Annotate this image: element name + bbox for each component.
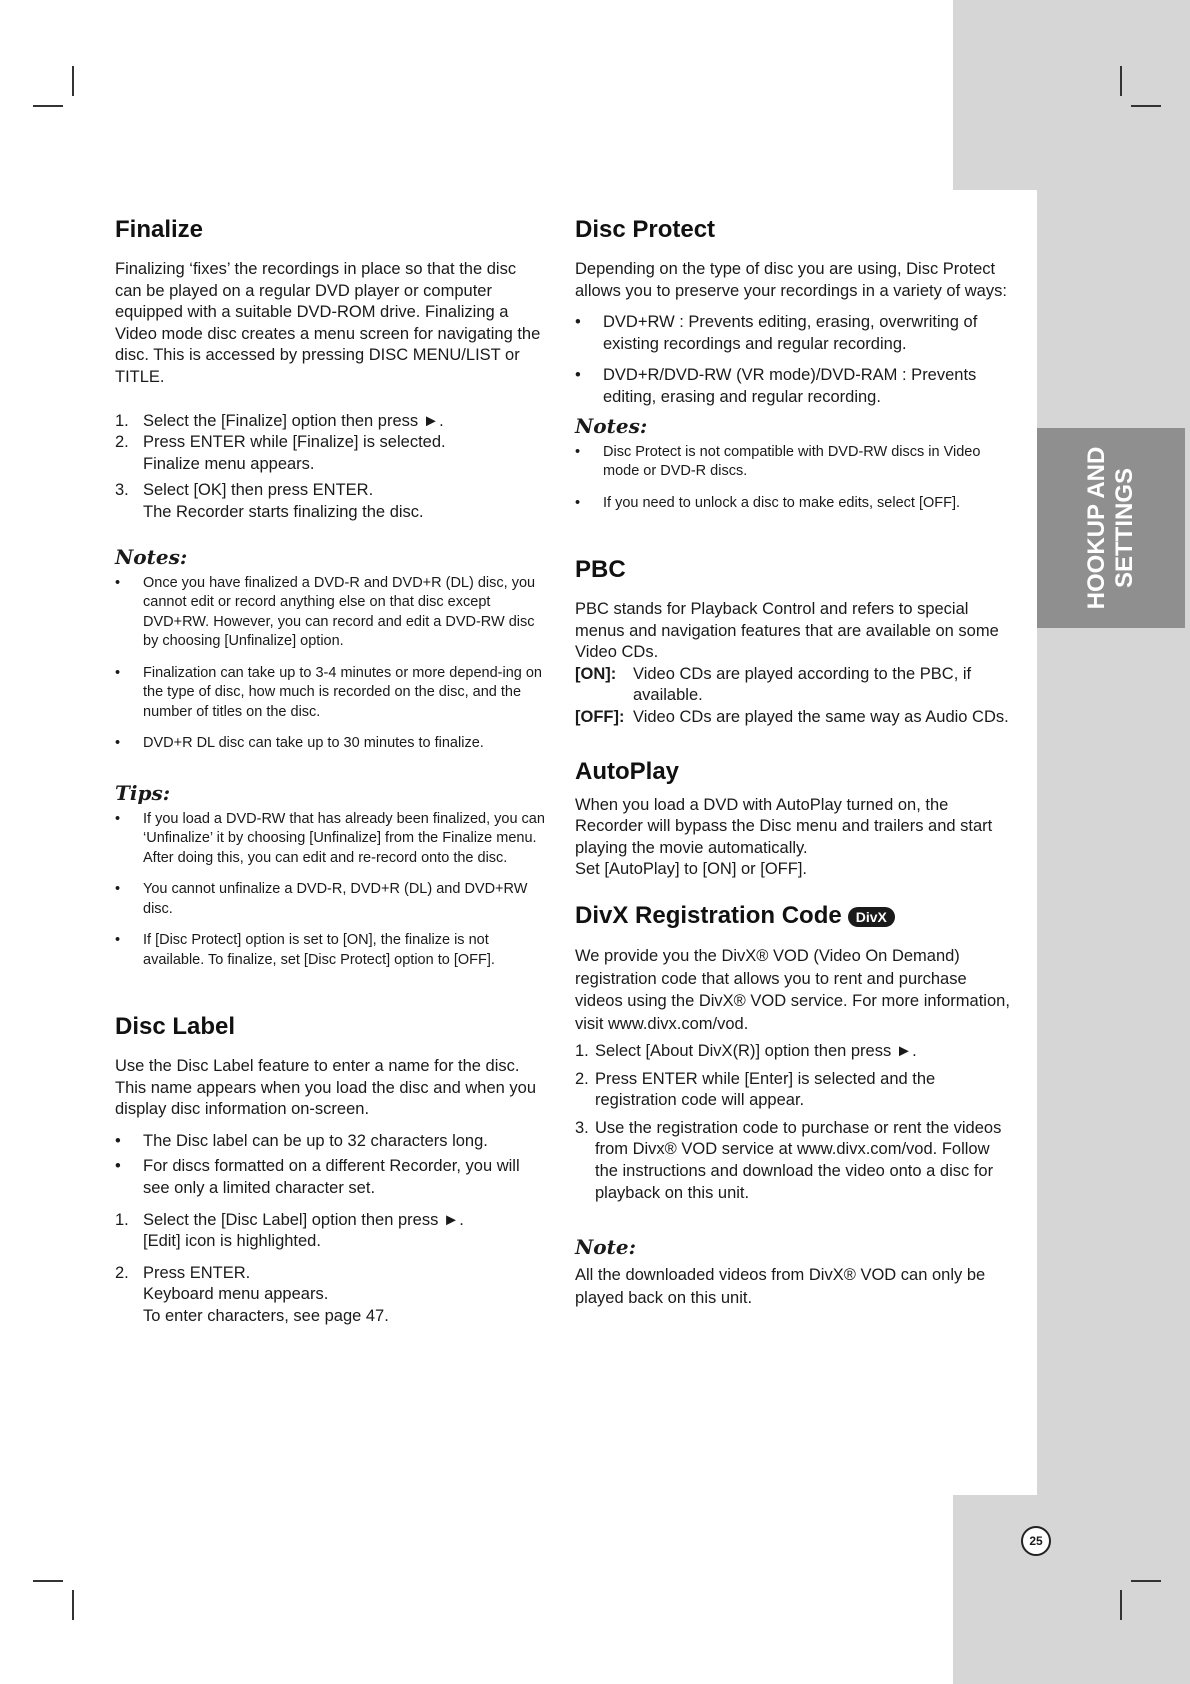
step-number: 2. bbox=[115, 1263, 129, 1282]
autoplay-intro: When you load a DVD with AutoPlay turned on, the Recorder will bypass the Disc menu and trailers and start playing the movie automatically. bbox=[575, 795, 993, 857]
crop-mark bbox=[1120, 66, 1122, 96]
disc-label-section bbox=[115, 1012, 545, 1328]
divx-note: All the downloaded videos from DivX® VOD can only be played back on this unit. bbox=[575, 1266, 986, 1307]
divx-title-row bbox=[575, 901, 1010, 931]
bullet-item: • DVD+RW : Prevents editing, erasing, overwriting of existing recordings and regular recording. bbox=[575, 312, 1010, 355]
divx-logo: DivX bbox=[848, 907, 895, 927]
disc-protect-notes-heading: Notes: bbox=[575, 413, 648, 438]
pbc-section bbox=[575, 555, 1010, 729]
disc-protect-section bbox=[575, 215, 1010, 513]
step-text: Use the registration code to purchase or rent the videos from Divx® VOD service at www.divx.com/vod. Follow the instructions and download the video onto a disc for playback on this unit. bbox=[595, 1118, 1002, 1202]
step-number: 3. bbox=[575, 1118, 589, 1137]
step bbox=[115, 1210, 545, 1253]
step-number: 2. bbox=[115, 433, 129, 452]
finalize-steps bbox=[115, 411, 545, 524]
step-text: Press ENTER while [Enter] is selected and the registration code will appear. bbox=[595, 1069, 936, 1110]
finalize-tips bbox=[115, 810, 545, 971]
step-result: To enter characters, see page 47. bbox=[143, 1306, 389, 1325]
pbc-option-off bbox=[575, 707, 1010, 729]
step-number: 1. bbox=[115, 1210, 129, 1229]
pbc-title: PBC bbox=[575, 556, 626, 584]
disc-label-intro: Use the Disc Label feature to enter a name for the disc. This name appears when you load the disc and when you display disc information on-screen. bbox=[115, 1057, 537, 1119]
crop-mark bbox=[1120, 1590, 1122, 1620]
crop-mark bbox=[72, 66, 74, 96]
autoplay-title: AutoPlay bbox=[575, 757, 680, 785]
pbc-option-on bbox=[575, 664, 1010, 707]
bullet-item: • DVD+R/DVD-RW (VR mode)/DVD-RAM : Prevents editing, erasing and regular recording. bbox=[575, 365, 1010, 408]
divx-section bbox=[575, 901, 1010, 1309]
step bbox=[575, 1041, 1010, 1063]
finalize-title: Finalize bbox=[115, 216, 204, 243]
option-key: [ON]: bbox=[575, 664, 617, 683]
step bbox=[115, 480, 545, 523]
step-result: Keyboard menu appears. bbox=[143, 1285, 329, 1304]
step-text: Select the [Finalize] option then press ►. bbox=[143, 411, 444, 430]
autoplay-section bbox=[575, 757, 1010, 881]
finalize-tips-heading: Tips: bbox=[115, 780, 171, 805]
divx-note-heading: Note: bbox=[575, 1235, 636, 1260]
finalize-intro: Finalizing ‘fixes’ the recordings in place so that the disc can be played on a regular DVD player or computer equipped with a suitable DVD-ROM drive. Finalizing a Video mode disc creates a menu screen for navigating the disc. This is accessed by pressing DISC MENU/LIST or TITLE. bbox=[115, 260, 541, 386]
crop-mark bbox=[1131, 105, 1161, 107]
step-result: Finalize menu appears. bbox=[143, 454, 315, 473]
step bbox=[115, 1263, 545, 1328]
step-number: 2. bbox=[575, 1069, 589, 1088]
page-number: 25 bbox=[1021, 1526, 1051, 1556]
bullet-item: • For discs formatted on a different Recorder, you will see only a limited character set. bbox=[115, 1156, 545, 1199]
step bbox=[575, 1118, 1010, 1204]
option-text: Video CDs are played the same way as Audio CDs. bbox=[633, 708, 1009, 727]
crop-mark bbox=[33, 1580, 63, 1582]
step-text: Select the [Disc Label] option then press ►. bbox=[143, 1210, 464, 1229]
step-result: The Recorder starts finalizing the disc. bbox=[143, 502, 424, 521]
margin-band bbox=[1037, 190, 1190, 1495]
finalize-section bbox=[115, 215, 545, 970]
disc-protect-notes bbox=[575, 443, 1010, 514]
note-item: • Disc Protect is not compatible with DVD-RW discs in Video mode or DVD-R discs. bbox=[575, 443, 1010, 482]
tip-item: • If [Disc Protect] option is set to [ON], the finalize is not available. To finalize, set [Disc Protect] option to [OFF]. bbox=[115, 931, 545, 970]
step-text: Press ENTER. bbox=[143, 1263, 251, 1282]
step-text: Select [OK] then press ENTER. bbox=[143, 481, 374, 500]
disc-label-bullets bbox=[115, 1131, 545, 1200]
step-text: Select [About DivX(R)] option then press ►. bbox=[595, 1042, 917, 1060]
step bbox=[575, 1069, 1010, 1112]
crop-mark bbox=[1131, 1580, 1161, 1582]
step-number: 1. bbox=[575, 1042, 589, 1060]
margin-band-bottom bbox=[953, 1495, 1190, 1684]
tip-item: • You cannot unfinalize a DVD-R, DVD+R (DL) and DVD+RW disc. bbox=[115, 880, 545, 919]
section-tab-line2: SETTINGS bbox=[1111, 468, 1138, 589]
note-item: • If you need to unlock a disc to make edits, select [OFF]. bbox=[575, 494, 1010, 514]
step-number: 1. bbox=[115, 411, 129, 430]
finalize-notes-heading: Notes: bbox=[115, 544, 188, 569]
step-number: 3. bbox=[115, 481, 129, 500]
left-column bbox=[115, 215, 545, 1328]
crop-mark bbox=[33, 105, 63, 107]
margin-band-top bbox=[953, 0, 1190, 190]
divx-steps bbox=[575, 1041, 1010, 1204]
pbc-intro: PBC stands for Playback Control and refers to special menus and navigation features that are available on some Video CDs. bbox=[575, 600, 999, 662]
option-key: [OFF]: bbox=[575, 708, 625, 727]
step bbox=[115, 432, 545, 475]
divx-intro: We provide you the DivX® VOD (Video On Demand) registration code that allows you to rent and purchase videos using the DivX® VOD service. For more information, visit www.divx.com/vod. bbox=[575, 947, 1010, 1033]
step-result: [Edit] icon is highlighted. bbox=[143, 1232, 321, 1251]
disc-label-steps bbox=[115, 1210, 545, 1328]
disc-protect-title: Disc Protect bbox=[575, 216, 716, 243]
finalize-notes bbox=[115, 574, 545, 754]
right-column bbox=[575, 215, 1010, 1309]
divx-title: DivX Registration Code bbox=[575, 902, 842, 929]
step-text: Press ENTER while [Finalize] is selected. bbox=[143, 433, 446, 452]
note-item: • Once you have finalized a DVD-R and DVD+R (DL) disc, you cannot edit or record anything else on that disc except DVD+RW. However, you can record and edit a DVD-RW disc by choosing [Unfinalize] option. bbox=[115, 574, 545, 652]
section-tab-line1: HOOKUP AND bbox=[1083, 446, 1110, 610]
autoplay-set-line: Set [AutoPlay] to [ON] or [OFF]. bbox=[575, 860, 807, 879]
step bbox=[115, 411, 545, 433]
note-item: • Finalization can take up to 3-4 minutes or more depend-ing on the type of disc, how much is recorded on the disc, and the number of titles on the disc. bbox=[115, 664, 545, 723]
disc-protect-intro: Depending on the type of disc you are using, Disc Protect allows you to preserve your recordings in a variety of ways: bbox=[575, 260, 1007, 300]
bullet-item: • The Disc label can be up to 32 characters long. bbox=[115, 1131, 545, 1153]
crop-mark bbox=[72, 1590, 74, 1620]
section-tab-label bbox=[1083, 428, 1139, 628]
option-text: Video CDs are played according to the PBC, if available. bbox=[633, 664, 972, 705]
disc-label-title: Disc Label bbox=[115, 1013, 236, 1041]
tip-item: • If you load a DVD-RW that has already been finalized, you can ‘Unfinalize’ it by choosing [Unfinalize] from the Finalize menu. After doing this, you can edit and re-record onto the disc. bbox=[115, 810, 545, 869]
note-item: • DVD+R DL disc can take up to 30 minutes to finalize. bbox=[115, 734, 545, 754]
disc-protect-bullets bbox=[575, 312, 1010, 408]
